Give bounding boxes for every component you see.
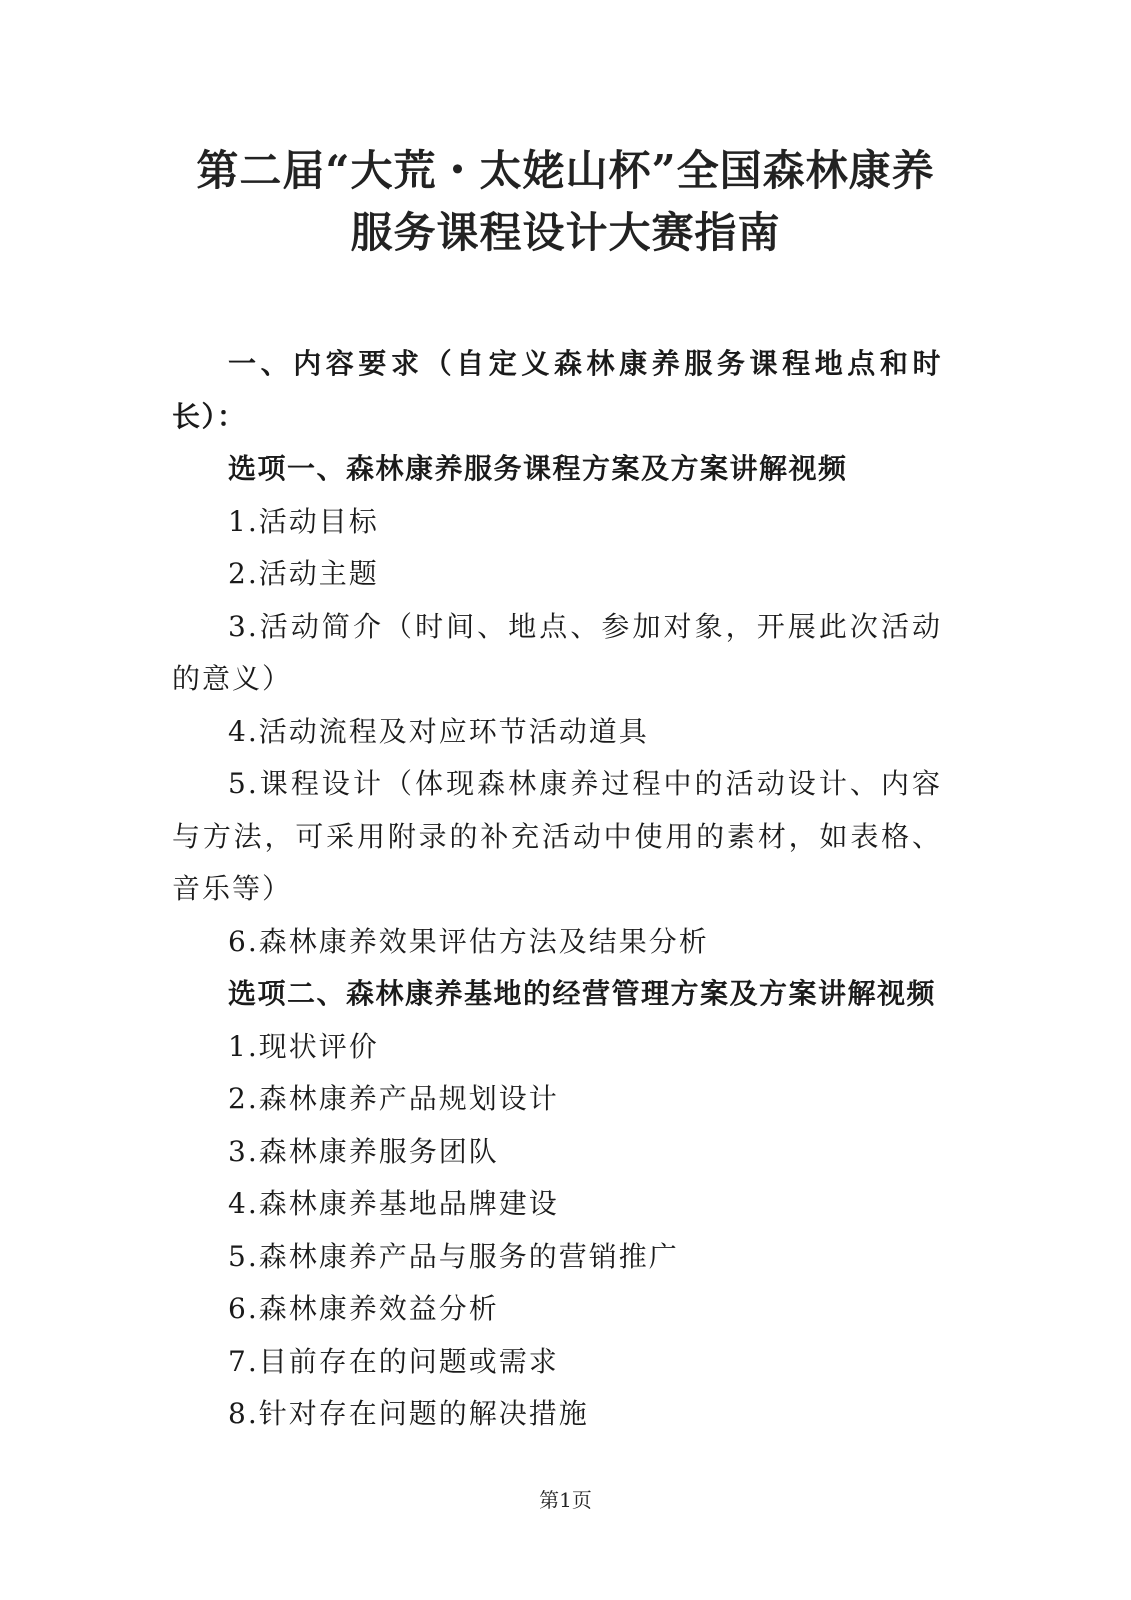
page-number: 第1页 [539,1488,592,1512]
option-2-heading: 选项二、森林康养基地的经营管理方案及方案讲解视频 [228,977,937,1010]
option-1-item: 4.活动流程及对应环节活动道具 [228,714,649,748]
option-1-item: 5.课程设计（体现森林康养过程中的活动设计、内容与方法，可采用附录的补充活动中使用的素材，如表格、音乐等） [172,767,942,905]
option-2-item: 1.现状评价 [228,1029,379,1063]
section-heading: 一、内容要求（自定义森林康养服务课程地点和时长）： [172,347,942,433]
option-2-item: 3.森林康养服务团队 [228,1134,499,1168]
option-1-item: 3.活动简介（时间、地点、参加对象，开展此次活动的意义） [172,609,942,695]
option-1-heading: 选项一、森林康养服务课程方案及方案讲解视频 [228,452,848,485]
option-1-item: 1.活动目标 [228,504,379,538]
option-1-item: 2.活动主题 [228,557,379,590]
option-2-item: 6.森林康养效益分析 [228,1292,499,1325]
option-2-item: 5.森林康养产品与服务的营销推广 [228,1239,679,1273]
option-2-item: 2.森林康养产品规划设计 [228,1082,559,1115]
option-2-item: 8.针对存在问题的解决措施 [228,1397,589,1430]
document-body [172,338,942,1441]
title-line-2: 服务课程设计大赛指南 [350,208,781,257]
option-2-item: 7.目前存在的问题或需求 [228,1344,559,1378]
option-2-item: 4.森林康养基地品牌建设 [228,1187,559,1220]
title-line-1: 第二届“大荒・太姥山杯”全国森林康养 [196,146,935,195]
option-1-item: 6.森林康养效果评估方法及结果分析 [228,924,709,958]
document-title [0,140,1131,264]
